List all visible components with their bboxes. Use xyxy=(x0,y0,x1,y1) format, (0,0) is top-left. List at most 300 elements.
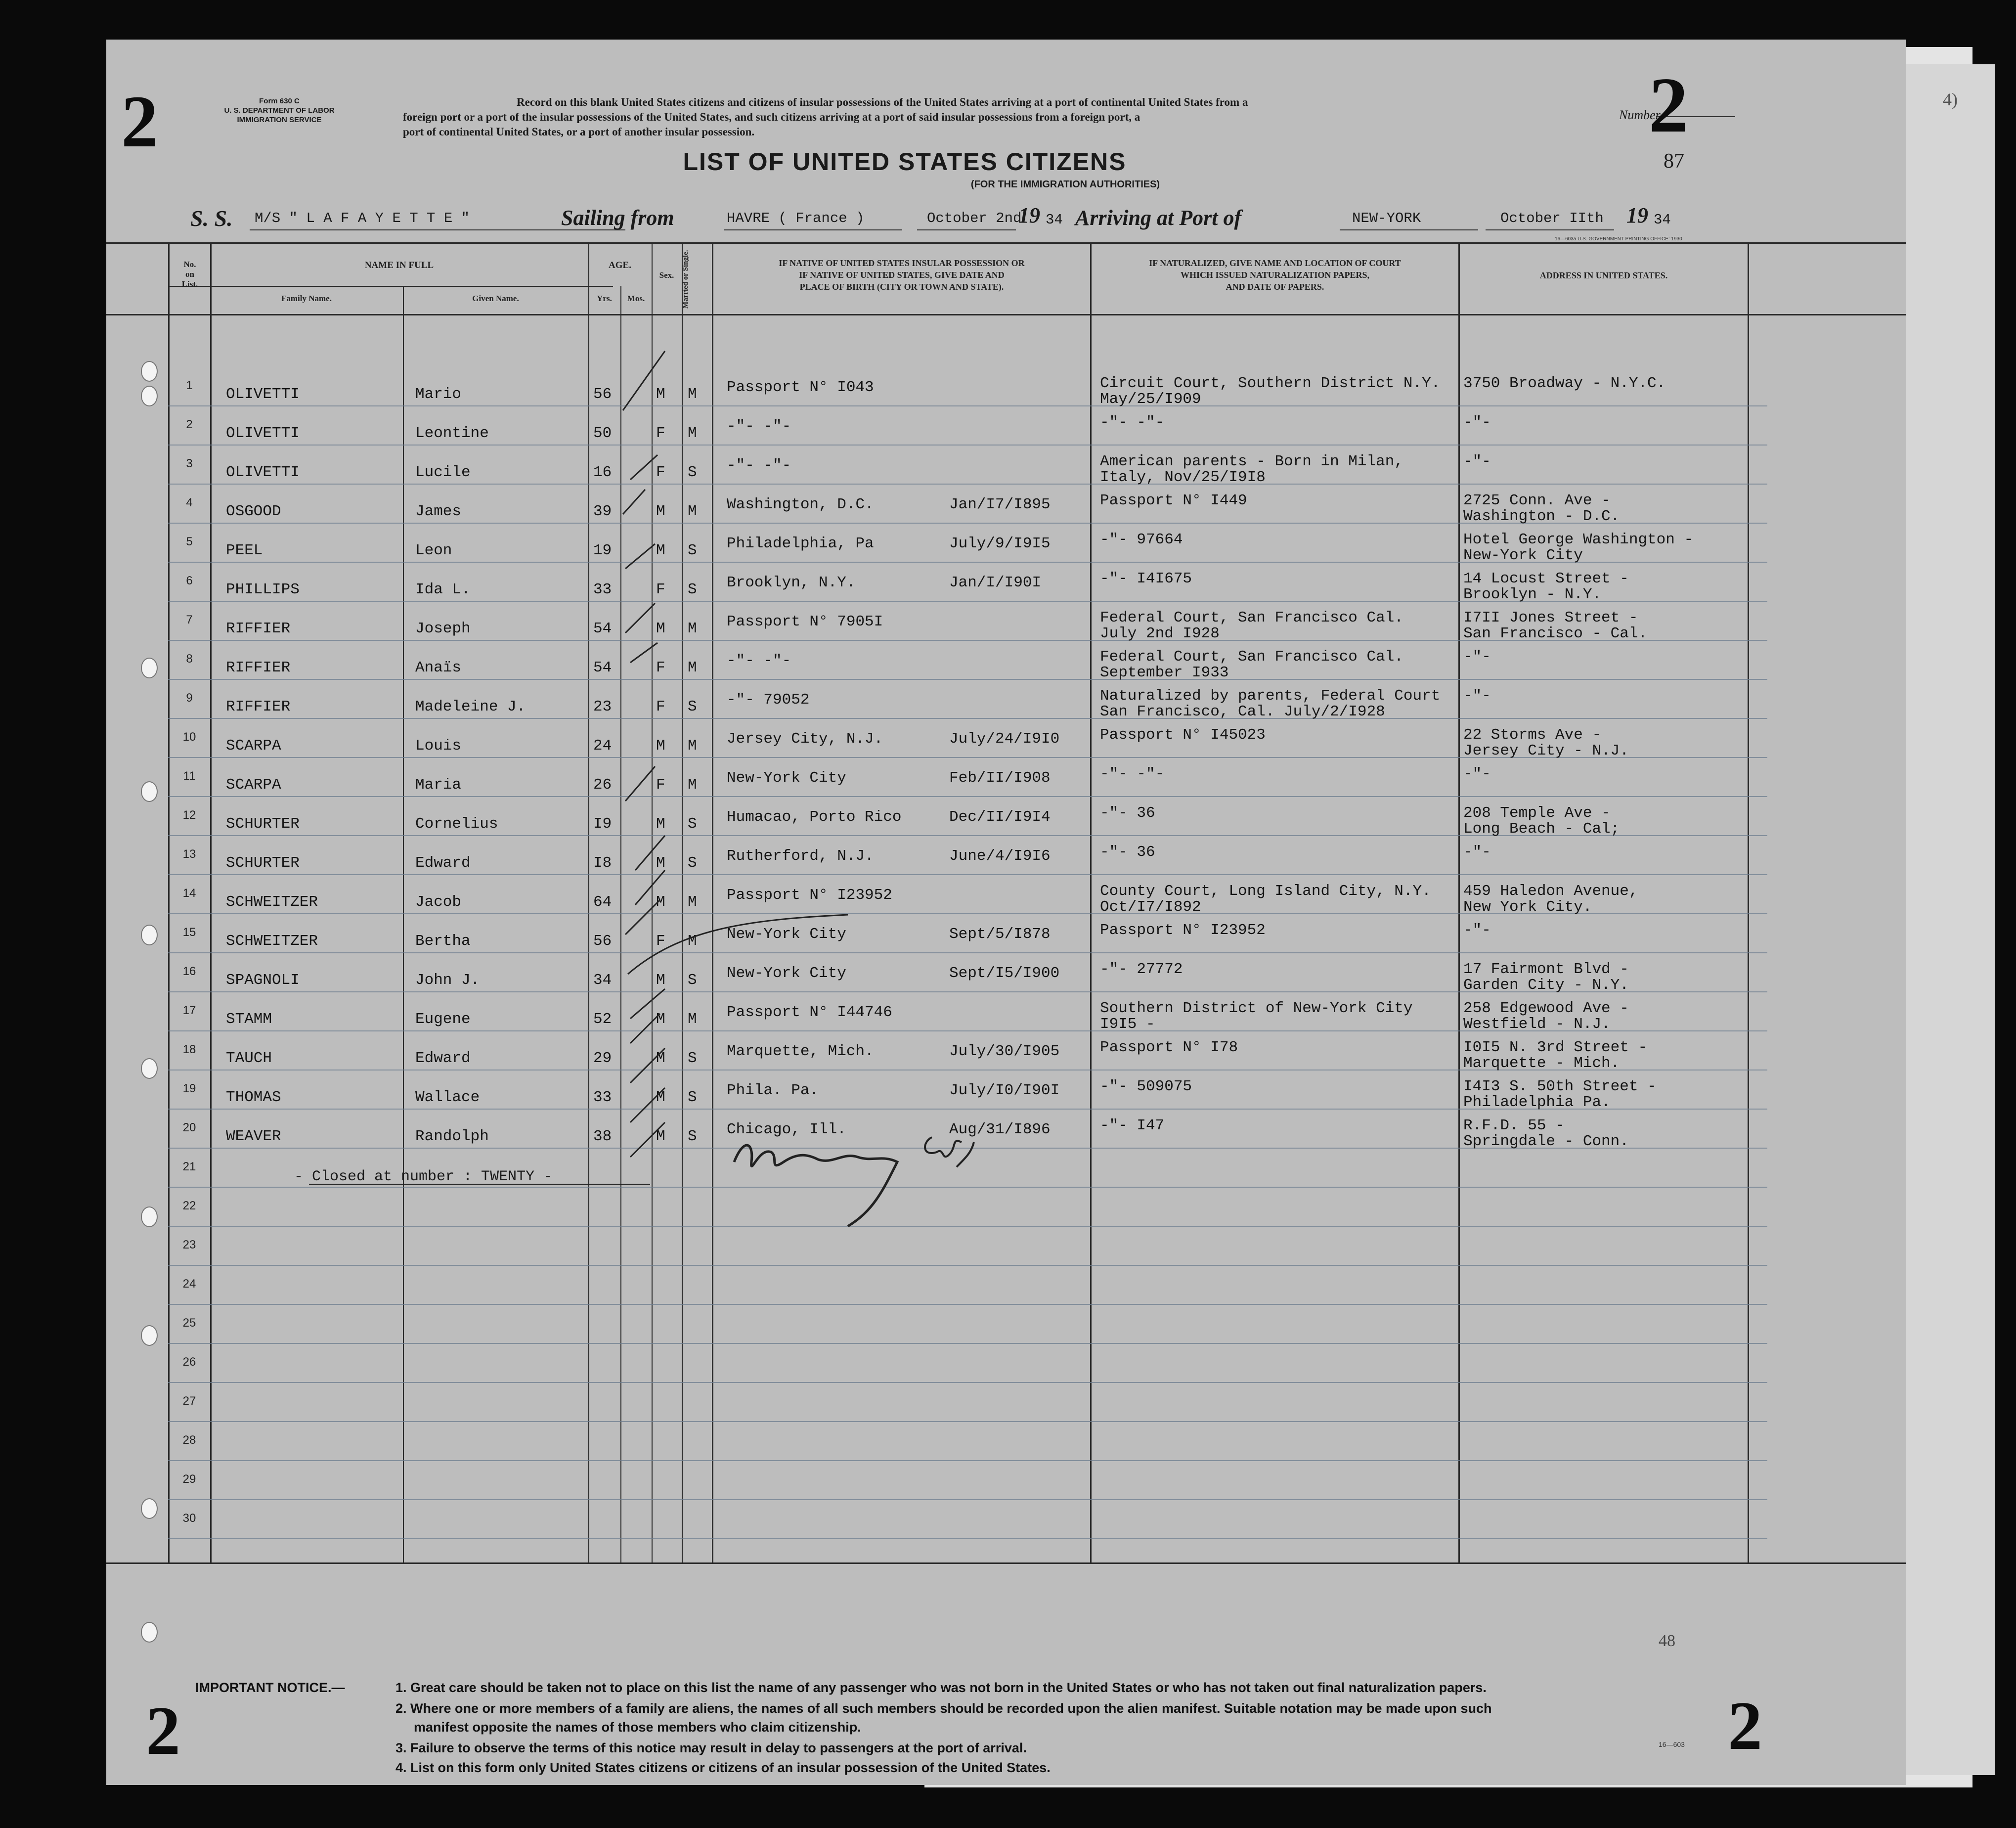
family-name: RIFFIER xyxy=(226,620,291,637)
notice-item-2b: manifest opposite the names of those members who claim citizenship. xyxy=(414,1720,861,1735)
birth-place: Passport N° 7905I xyxy=(727,613,883,630)
marital-status: M xyxy=(688,1011,697,1028)
marital-status: M xyxy=(688,620,697,637)
header-family-name: Family Name. xyxy=(281,294,332,303)
address-line-2: Jersey City - N.J. xyxy=(1463,742,1629,759)
birth-place: Phila. Pa. xyxy=(727,1082,819,1099)
given-name: Edward xyxy=(415,1050,471,1067)
address-line-1: 17 Fairmont Blvd - xyxy=(1463,961,1629,978)
naturalization-line-1: Naturalized by parents, Federal Court xyxy=(1100,687,1441,705)
naturalization-line-1: Passport N° I23952 xyxy=(1100,922,1266,939)
notice-label: IMPORTANT NOTICE.— xyxy=(195,1680,345,1695)
age-years: 29 xyxy=(593,1050,612,1067)
address-line-1: 3750 Broadway - N.Y.C. xyxy=(1463,375,1666,392)
passenger-rows xyxy=(106,40,1906,1562)
age-years: 23 xyxy=(593,698,612,715)
header-nat-2: WHICH ISSUED NATURALIZATION PAPERS, xyxy=(1180,270,1370,280)
row-rule xyxy=(168,718,1767,719)
birth-date: July/9/I9I5 xyxy=(949,535,1051,552)
punch-hole xyxy=(141,1325,158,1346)
row-rule xyxy=(168,445,1767,446)
header-nat-3: AND DATE OF PAPERS. xyxy=(1226,282,1324,292)
given-name: Maria xyxy=(415,776,462,794)
header-address: ADDRESS IN UNITED STATES. xyxy=(1539,270,1668,280)
row-number: 3 xyxy=(186,457,193,470)
arrival-port: NEW-YORK xyxy=(1352,210,1421,226)
table-bottom-border xyxy=(106,1562,1906,1564)
age-years: 33 xyxy=(593,581,612,598)
header-nat-1: IF NATURALIZED, GIVE NAME AND LOCATION OF COURT xyxy=(1149,258,1401,268)
address-line-1: -"- xyxy=(1463,453,1491,470)
sex: M xyxy=(656,854,665,872)
notice-item-4: 4. List on this form only United States citizens or citizens of an insular possession of the United States. xyxy=(395,1760,1051,1775)
given-name: Randolph xyxy=(415,1128,489,1145)
naturalization-line-1: -"- 36 xyxy=(1100,804,1155,822)
sex: M xyxy=(656,972,665,989)
row-number: 12 xyxy=(182,808,196,822)
naturalization-line-1: -"- 509075 xyxy=(1100,1078,1192,1095)
birth-place: Marquette, Mich. xyxy=(727,1043,874,1060)
form-number: Form 630 C xyxy=(259,97,300,105)
address-line-1: 14 Locust Street - xyxy=(1463,570,1629,587)
birth-place: Passport N° I44746 xyxy=(727,1004,892,1021)
age-years: 16 xyxy=(593,464,612,481)
instructions-line-2: foreign port or a port of the insular possessions of the United States, and such citizens arriving at a port of said insular possessions from a foreign port, a xyxy=(403,111,1140,123)
sex: M xyxy=(656,386,665,403)
header-birth-2: IF NATIVE OF UNITED STATES, GIVE DATE AND xyxy=(799,270,1005,280)
row-number: 5 xyxy=(186,535,193,548)
header-age: AGE. xyxy=(609,260,631,270)
marital-status: M xyxy=(688,776,697,794)
naturalization-line-1: Passport N° I78 xyxy=(1100,1039,1238,1056)
birth-place: -"- -"- xyxy=(727,652,791,669)
age-years: 56 xyxy=(593,933,612,950)
family-name: THOMAS xyxy=(226,1089,281,1106)
row-number: 6 xyxy=(186,574,193,587)
marital-status: M xyxy=(688,933,697,950)
row-rule xyxy=(168,952,1767,953)
naturalization-line-1: -"- 27772 xyxy=(1100,961,1183,978)
notice-item-2: 2. Where one or more members of a family are aliens, the names of all such members should be recorded upon the alien manifest. Suitable notation may be made upon such xyxy=(395,1701,1492,1716)
naturalization-line-2: Italy, Nov/25/I9I8 xyxy=(1100,469,1266,486)
row-number: 25 xyxy=(182,1316,196,1330)
family-name: OLIVETTI xyxy=(226,425,300,442)
marital-status: S xyxy=(688,698,697,715)
address-line-1: I0I5 N. 3rd Street - xyxy=(1463,1039,1648,1056)
naturalization-line-1: -"- I47 xyxy=(1100,1117,1165,1134)
address-line-2: Marquette - Mich. xyxy=(1463,1055,1620,1072)
given-name: Joseph xyxy=(415,620,471,637)
address-line-1: 459 Haledon Avenue, xyxy=(1463,883,1638,900)
age-years: 19 xyxy=(593,542,612,559)
header-no-3: List. xyxy=(181,279,198,289)
header-birth-3: PLACE OF BIRTH (CITY OR TOWN AND STATE). xyxy=(799,282,1004,292)
header-no-1: No. xyxy=(183,260,196,269)
row-number: 13 xyxy=(182,847,196,861)
sex: F xyxy=(656,659,665,676)
punch-hole xyxy=(141,658,158,678)
header-sex: Sex. xyxy=(659,270,674,280)
address-line-1: -"- xyxy=(1463,687,1491,705)
sex: M xyxy=(656,893,665,911)
family-name: TAUCH xyxy=(226,1050,272,1067)
sex: M xyxy=(656,620,665,637)
family-name: OSGOOD xyxy=(226,503,281,520)
closed-note: - Closed at number : TWENTY - xyxy=(294,1168,553,1185)
instructions-line-3: port of continental United States, or a port of another insular possession. xyxy=(403,126,755,138)
row-number: 21 xyxy=(182,1160,196,1173)
given-name: Jacob xyxy=(415,893,462,911)
family-name: OLIVETTI xyxy=(226,386,300,403)
arriving-label: Arriving at Port of xyxy=(1075,206,1242,230)
address-line-2: New York City. xyxy=(1463,898,1592,916)
naturalization-line-2: San Francisco, Cal. July/2/I928 xyxy=(1100,703,1385,720)
naturalization-line-1: Circuit Court, Southern District N.Y. xyxy=(1100,375,1441,392)
sex: M xyxy=(656,1128,665,1145)
birth-date: June/4/I9I6 xyxy=(949,847,1051,865)
naturalization-line-1: Federal Court, San Francisco Cal. xyxy=(1100,609,1403,626)
notice-item-1: 1. Great care should be taken not to place on this list the name of any passenger who was not born in the United States or who has not taken out final naturalization papers. xyxy=(395,1680,1487,1695)
corner-number-bottom-left: 2 xyxy=(146,1693,180,1769)
row-number: 28 xyxy=(182,1433,196,1447)
family-name: RIFFIER xyxy=(226,698,291,715)
address-line-2: Brooklyn - N.Y. xyxy=(1463,586,1602,603)
naturalization-line-2: July 2nd I928 xyxy=(1100,625,1220,642)
punch-hole xyxy=(141,386,158,406)
family-name: PEEL xyxy=(226,542,263,559)
family-name: OLIVETTI xyxy=(226,464,300,481)
punch-hole xyxy=(141,925,158,945)
row-rule xyxy=(168,1382,1767,1383)
given-name: Louis xyxy=(415,737,462,755)
age-years: 34 xyxy=(593,972,612,989)
row-rule xyxy=(168,679,1767,680)
birth-place: Washington, D.C. xyxy=(727,496,874,513)
birth-place: Philadelphia, Pa xyxy=(727,535,874,552)
row-rule xyxy=(168,1460,1767,1461)
sex: M xyxy=(656,1050,665,1067)
address-line-2: Philadelphia Pa. xyxy=(1463,1094,1611,1111)
given-name: Edward xyxy=(415,854,471,872)
birth-place: Passport N° I043 xyxy=(727,379,874,396)
row-rule xyxy=(168,484,1767,485)
address-line-2: Washington - D.C. xyxy=(1463,508,1620,525)
family-name: SPAGNOLI xyxy=(226,972,300,989)
page-subtitle: (FOR THE IMMIGRATION AUTHORITIES) xyxy=(970,179,1160,190)
header-no-2: on xyxy=(185,269,194,279)
age-years: 33 xyxy=(593,1089,612,1106)
sailing-from-label: Sailing from xyxy=(561,206,674,230)
birth-place: Jersey City, N.J. xyxy=(727,730,883,748)
row-number: 1 xyxy=(186,379,193,392)
marital-status: S xyxy=(688,542,697,559)
family-name: SCARPA xyxy=(226,737,281,755)
punch-hole xyxy=(141,1622,158,1643)
corner-number-top: 2 xyxy=(121,81,158,163)
naturalization-line-1: County Court, Long Island City, N.Y. xyxy=(1100,883,1431,900)
address-line-1: -"- xyxy=(1463,844,1491,861)
page-title: LIST OF UNITED STATES CITIZENS xyxy=(683,148,1127,176)
sex: F xyxy=(656,933,665,950)
birth-date: Dec/II/I9I4 xyxy=(949,808,1051,826)
age-years: 56 xyxy=(593,386,612,403)
family-name: STAMM xyxy=(226,1011,272,1028)
age-years: 52 xyxy=(593,1011,612,1028)
naturalization-line-2: Oct/I7/I892 xyxy=(1100,898,1201,916)
given-name: Ida L. xyxy=(415,581,471,598)
naturalization-line-2: September I933 xyxy=(1100,664,1229,681)
bottom-mark: 48 xyxy=(1659,1632,1675,1650)
row-number: 10 xyxy=(182,730,196,744)
row-number: 14 xyxy=(182,887,196,900)
age-years: 39 xyxy=(593,503,612,520)
row-number: 2 xyxy=(186,418,193,431)
birth-date: July/I0/I90I xyxy=(949,1082,1060,1099)
header-given-name: Given Name. xyxy=(472,294,519,303)
punch-hole xyxy=(141,361,158,382)
notice-item-3: 3. Failure to observe the terms of this notice may result in delay to passengers at the port of arrival. xyxy=(395,1740,1027,1755)
given-name: James xyxy=(415,503,462,520)
address-line-2: Westfield - N.J. xyxy=(1463,1016,1611,1033)
ss-label: S. S. xyxy=(190,206,233,231)
marital-status: M xyxy=(688,386,697,403)
given-name: Leon xyxy=(415,542,452,559)
family-name: PHILLIPS xyxy=(226,581,300,598)
header-married-single: Married or Single. xyxy=(682,250,690,309)
given-name: Wallace xyxy=(415,1089,480,1106)
row-number: 26 xyxy=(182,1355,196,1369)
sex: F xyxy=(656,425,665,442)
naturalization-line-1: American parents - Born in Milan, xyxy=(1100,453,1403,470)
naturalization-line-1: -"- -"- xyxy=(1100,765,1165,783)
address-line-1: I4I3 S. 50th Street - xyxy=(1463,1078,1657,1095)
age-years: I8 xyxy=(593,854,612,872)
given-name: Mario xyxy=(415,386,462,403)
age-years: I9 xyxy=(593,815,612,833)
family-name: RIFFIER xyxy=(226,659,291,676)
marital-status: S xyxy=(688,464,697,481)
row-rule xyxy=(168,1538,1767,1539)
naturalization-line-1: Passport N° I449 xyxy=(1100,492,1247,509)
age-years: 38 xyxy=(593,1128,612,1145)
birth-place: -"- -"- xyxy=(727,457,791,474)
given-name: Eugene xyxy=(415,1011,471,1028)
departure-date: October 2nd xyxy=(927,210,1022,226)
naturalization-line-1: -"- 97664 xyxy=(1100,531,1183,548)
instructions-line-1: Record on this blank United States citizens and citizens of insular possessions of the United States arriving at a port of continental United States from a xyxy=(517,96,1248,108)
address-line-1: R.F.D. 55 - xyxy=(1463,1117,1565,1134)
row-number: 22 xyxy=(182,1199,196,1212)
birth-date: Aug/31/I896 xyxy=(949,1121,1051,1138)
header-name-in-full: NAME IN FULL xyxy=(364,260,434,270)
service: IMMIGRATION SERVICE xyxy=(237,116,322,124)
birth-date: July/30/I905 xyxy=(949,1043,1060,1060)
header-yrs: Yrs. xyxy=(597,294,612,303)
naturalization-line-1: Southern District of New-York City xyxy=(1100,1000,1413,1017)
family-name: SCHWEITZER xyxy=(226,933,318,950)
row-number: 17 xyxy=(182,1004,196,1017)
address-line-2: Garden City - N.Y. xyxy=(1463,977,1629,994)
arrival-date: October IIth xyxy=(1500,210,1604,226)
address-line-1: 2725 Conn. Ave - xyxy=(1463,492,1611,509)
birth-date: Jan/I/I90I xyxy=(949,574,1042,591)
family-name: SCHWEITZER xyxy=(226,893,318,911)
row-number: 7 xyxy=(186,613,193,626)
tally-marks xyxy=(620,336,858,1276)
address-line-2: Long Beach - Cal; xyxy=(1463,820,1620,838)
naturalization-line-1: -"- I4I675 xyxy=(1100,570,1192,587)
sex: F xyxy=(656,581,665,598)
marital-status: M xyxy=(688,893,697,911)
page-number: 87 xyxy=(1664,150,1684,173)
address-line-1: 208 Temple Ave - xyxy=(1463,804,1611,822)
row-rule xyxy=(168,1265,1767,1266)
address-line-1: -"- xyxy=(1463,765,1491,783)
row-number: 20 xyxy=(182,1121,196,1134)
birth-date: Feb/II/I908 xyxy=(949,769,1051,787)
birth-place: New-York City xyxy=(727,965,846,982)
row-number: 4 xyxy=(186,496,193,509)
birth-place: Chicago, Ill. xyxy=(727,1121,846,1138)
given-name: Madeleine J. xyxy=(415,698,526,715)
sex: F xyxy=(656,464,665,481)
birth-place: Passport N° I23952 xyxy=(727,887,892,904)
number-label: Number xyxy=(1619,108,1661,122)
row-number: 18 xyxy=(182,1043,196,1056)
marital-status: S xyxy=(688,1050,697,1067)
naturalization-line-1: -"- -"- xyxy=(1100,414,1165,431)
age-years: 24 xyxy=(593,737,612,755)
punch-hole xyxy=(141,1498,158,1519)
given-name: John J. xyxy=(415,972,480,989)
row-rule xyxy=(168,796,1767,797)
birth-place: Brooklyn, N.Y. xyxy=(727,574,856,591)
row-number: 11 xyxy=(183,769,196,783)
age-years: 50 xyxy=(593,425,612,442)
departure-port: HAVRE ( France ) xyxy=(727,210,865,226)
arrival-year: 34 xyxy=(1654,212,1671,228)
row-rule xyxy=(168,1421,1767,1422)
family-name: SCHURTER xyxy=(226,815,300,833)
address-line-1: I7II Jones Street - xyxy=(1463,609,1638,626)
row-rule xyxy=(168,1343,1767,1344)
marital-status: M xyxy=(688,659,697,676)
given-name: Cornelius xyxy=(415,815,498,833)
row-number: 8 xyxy=(186,652,193,666)
marital-status: S xyxy=(688,972,697,989)
number-value: 2 xyxy=(1649,61,1688,149)
address-line-2: San Francisco - Cal. xyxy=(1463,625,1648,642)
row-number: 19 xyxy=(182,1082,196,1095)
punch-hole xyxy=(141,781,158,802)
address-line-1: Hotel George Washington - xyxy=(1463,531,1694,548)
manifest-page xyxy=(106,40,1906,1785)
sex: F xyxy=(656,698,665,715)
family-name: SCARPA xyxy=(226,776,281,794)
naturalization-line-1: -"- 36 xyxy=(1100,844,1155,861)
department: U. S. DEPARTMENT OF LABOR xyxy=(224,106,335,115)
year-prefix-2: 19 xyxy=(1626,203,1648,227)
closed-note-underline xyxy=(309,1184,650,1185)
row-rule xyxy=(168,1499,1767,1500)
age-years: 54 xyxy=(593,659,612,676)
naturalization-line-2: May/25/I909 xyxy=(1100,391,1201,408)
punch-hole xyxy=(141,1206,158,1227)
header-mos: Mos. xyxy=(627,294,645,303)
bottom-form-code: 16—603 xyxy=(1659,1740,1685,1748)
row-number: 24 xyxy=(182,1277,196,1291)
family-name: SCHURTER xyxy=(226,854,300,872)
row-rule xyxy=(168,1304,1767,1305)
address-line-1: -"- xyxy=(1463,414,1491,431)
row-number: 29 xyxy=(182,1472,196,1486)
row-number: 23 xyxy=(182,1238,196,1251)
address-line-1: 22 Storms Ave - xyxy=(1463,726,1602,744)
ship-name: M/S " L A F A Y E T T E " xyxy=(255,210,470,226)
punch-hole xyxy=(141,1058,158,1079)
given-name: Bertha xyxy=(415,933,471,950)
sex: F xyxy=(656,776,665,794)
row-number: 16 xyxy=(182,965,196,978)
age-years: 54 xyxy=(593,620,612,637)
family-name: WEAVER xyxy=(226,1128,281,1145)
sex: M xyxy=(656,737,665,755)
given-name: Anaïs xyxy=(415,659,462,676)
birth-date: July/24/I9I0 xyxy=(949,730,1060,748)
corner-number-bottom-right: 2 xyxy=(1728,1688,1762,1764)
row-rule xyxy=(168,405,1767,406)
marital-status: M xyxy=(688,737,697,755)
marital-status: S xyxy=(688,581,697,598)
marital-status: S xyxy=(688,854,697,872)
row-rule xyxy=(168,874,1767,875)
sex: M xyxy=(656,1089,665,1106)
row-number: 9 xyxy=(186,691,193,705)
top-right-mark: 4) xyxy=(1943,89,1958,109)
marital-status: M xyxy=(688,425,697,442)
marital-status: S xyxy=(688,1128,697,1145)
departure-year: 34 xyxy=(1046,212,1063,228)
naturalization-line-1: Federal Court, San Francisco Cal. xyxy=(1100,648,1403,666)
naturalization-line-2: I9I5 - xyxy=(1100,1016,1155,1033)
header-birth-1: IF NATIVE OF UNITED STATES INSULAR POSSESSION OR xyxy=(779,258,1025,268)
given-name: Lucile xyxy=(415,464,471,481)
address-line-2: New-York City xyxy=(1463,547,1583,564)
year-prefix-1: 19 xyxy=(1018,203,1040,227)
age-years: 64 xyxy=(593,893,612,911)
printer-imprint: 16—603a U.S. GOVERNMENT PRINTING OFFICE: 1930 xyxy=(1555,236,1682,242)
address-line-2: Springdale - Conn. xyxy=(1463,1133,1629,1150)
row-number: 30 xyxy=(182,1512,196,1525)
marital-status: S xyxy=(688,815,697,833)
address-line-1: -"- xyxy=(1463,922,1491,939)
sex: M xyxy=(656,542,665,559)
birth-place: Humacao, Porto Rico xyxy=(727,808,902,826)
marital-status: M xyxy=(688,503,697,520)
sex: M xyxy=(656,815,665,833)
birth-place: Rutherford, N.J. xyxy=(727,847,874,865)
birth-place: -"- -"- xyxy=(727,418,791,435)
birth-date: Jan/I7/I895 xyxy=(949,496,1051,513)
row-number: 27 xyxy=(182,1394,196,1408)
address-line-1: -"- xyxy=(1463,648,1491,666)
marital-status: S xyxy=(688,1089,697,1106)
birth-place: -"- 79052 xyxy=(727,691,810,709)
given-name: Leontine xyxy=(415,425,489,442)
sex: M xyxy=(656,1011,665,1028)
birth-date: Sept/I5/I900 xyxy=(949,965,1060,982)
birth-date: Sept/5/I878 xyxy=(949,926,1051,943)
